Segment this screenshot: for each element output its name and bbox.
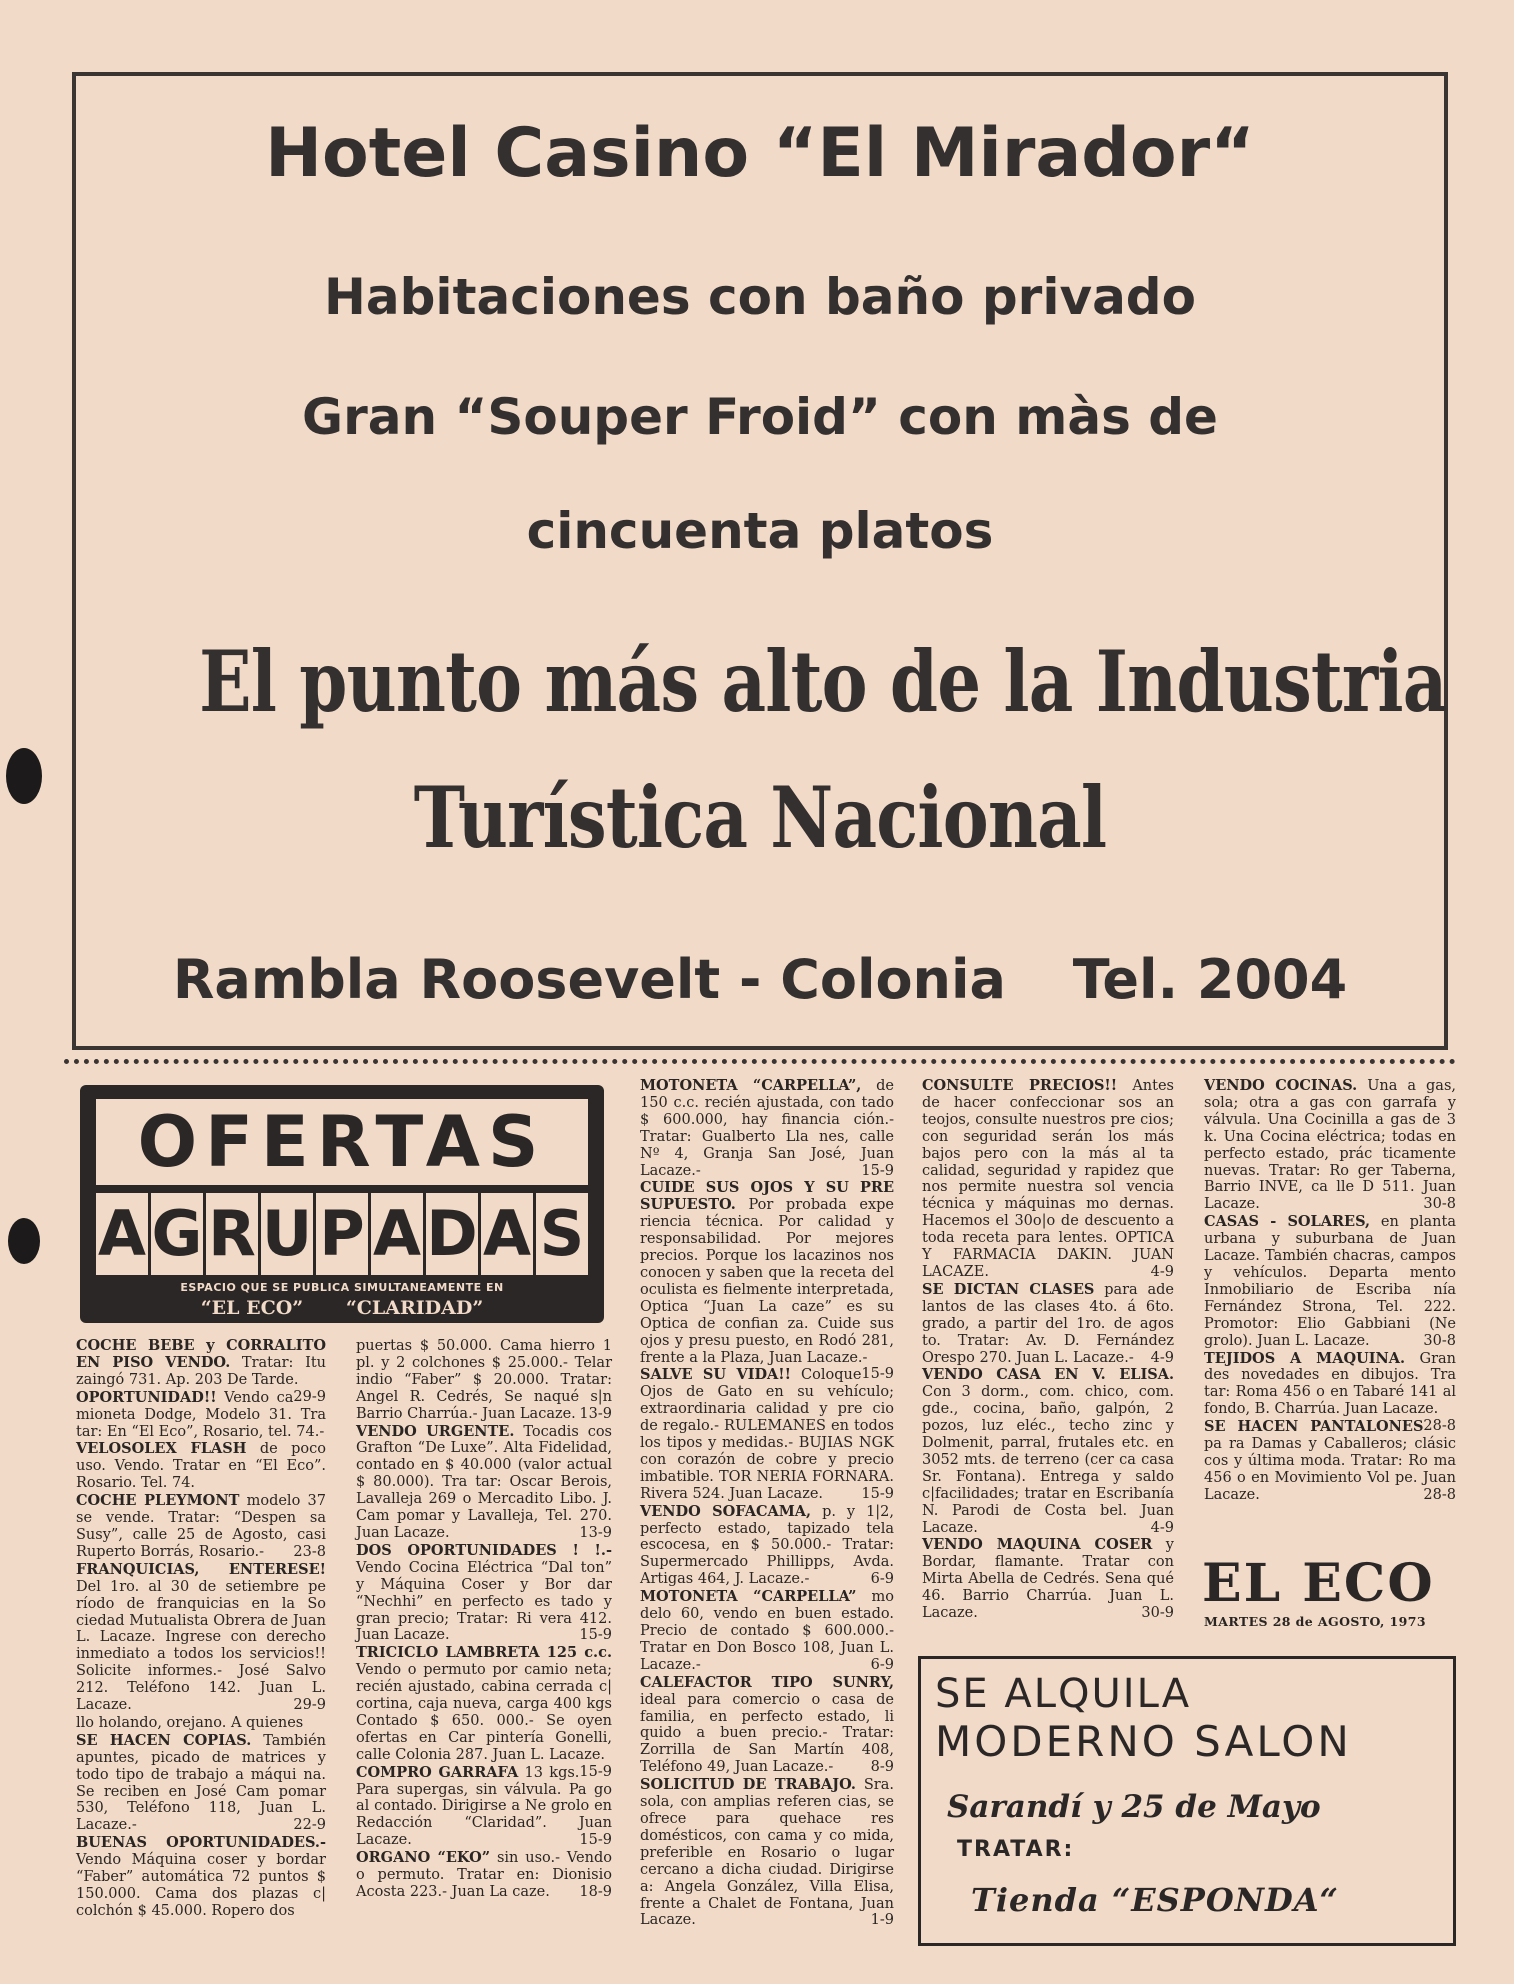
classified-text: puertas $ 50.000. Cama hierro 1 pl. y 2 colchones $ 25.000.- Telar indio “Faber” $ 20.000. Tratar: Angel R. Cedrés, Se naqué s|n Barrio Charrúa.- Juan Lacaze. — [356, 1338, 612, 1422]
classified-ad — [76, 1733, 326, 1834]
classified-ad — [76, 1390, 326, 1441]
classified-heading: MOTONETA “CARPELLA” — [640, 1588, 857, 1606]
classified-code: 4-9 — [1150, 1519, 1174, 1536]
classified-heading: BUENAS OPORTUNIDADES.- — [76, 1834, 326, 1852]
issue-date: MARTES 28 de AGOSTO, 1973 — [1204, 1614, 1426, 1629]
ofertas-heading: OFERTAS — [96, 1099, 588, 1185]
newspaper-masthead: EL ECO — [1202, 1553, 1435, 1614]
classified-heading: CALEFACTOR TIPO SUNRY, — [640, 1673, 894, 1691]
ad-line-rooms: Habitaciones con baño privado — [324, 268, 1196, 326]
classified-ad — [356, 1543, 612, 1644]
classified-code: 28-8 — [1423, 1486, 1456, 1503]
classified-text: y Bordar, flamante. Tratar con Mirta Abella de Cedrés. Sena qué 46. Barrio Charrúa. Juan L. Lacaze. — [922, 1537, 1174, 1622]
classified-heading: COCHE PLEYMONT — [76, 1492, 240, 1510]
classified-text: Tratar: Itu zaingó 731. Ap. 203 De Tarde. — [76, 1354, 326, 1388]
ofertas-papers — [80, 1297, 604, 1319]
paper-el-eco: “EL ECO” — [200, 1297, 304, 1319]
classified-ad — [76, 1835, 326, 1920]
classified-code: 13-9 — [579, 1524, 612, 1541]
classified-ad — [640, 1777, 894, 1929]
classifieds-column-3 — [640, 1078, 894, 1930]
ofertas-agrupadas-logo — [80, 1085, 604, 1323]
classified-code: 1-9 — [870, 1912, 894, 1929]
classified-text: Gran des novedades en dibujos. Tra tar: Roma 456 o en Tabaré 141 al fondo, B. Charrúa. Juan Lacaze. — [1204, 1350, 1457, 1418]
classified-ad — [922, 1078, 1174, 1281]
classified-ad — [356, 1338, 612, 1423]
classified-text: llo holando, orejano. A quienes — [76, 1714, 304, 1731]
classified-code: 29-9 — [293, 1388, 326, 1405]
classified-code: 22-9 — [293, 1817, 326, 1834]
classified-heading: OPORTUNIDAD!! — [76, 1388, 217, 1406]
ofertas-note: ESPACIO QUE SE PUBLICA SIMULTANEAMENTE EN — [180, 1281, 504, 1294]
classified-code: 6-9 — [870, 1656, 894, 1673]
classifieds-column-5 — [1204, 1078, 1456, 1505]
classified-heading: DOS OPORTUNIDADES ! !.- — [356, 1541, 612, 1559]
classified-heading: CASAS - SOLARES, — [1204, 1213, 1371, 1231]
classified-ad — [922, 1537, 1174, 1622]
classified-heading: SE HACEN PANTALONES — [1204, 1418, 1424, 1436]
ad-contact — [76, 948, 1444, 1011]
classified-heading: VENDO MAQUINA COSER — [922, 1536, 1153, 1554]
classified-text: Vendo Cocina Eléctrica “Dal ton” y Máquina Coser y Bor dar “Nechhi” en perfecto es tado y gran precio; Tratar: Ri vera 412. Juan Lacaze. — [356, 1559, 612, 1644]
classified-heading: SOLICITUD DE TRABAJO. — [640, 1776, 856, 1794]
classified-code: 4-9 — [1150, 1263, 1174, 1280]
classified-text: pa ra Damas y Caballeros; clásic cos y última moda. Tratar: Ro ma 456 o en Movimiento Vol pe. Juan Lacaze. — [1204, 1436, 1456, 1503]
classified-text: Antes de hacer confeccionar sos an teojos, consulte nuestros pre cios; con seguridad serán los más bajos pero con la más al ta calidad, seguridad y rapidez que nos permite nuestra sol vencia técnica y máquinas mo dernas. Hacemos el 30o|o de descuento a toda receta para lentes. OPTICA Y FARMACIA DAKIN. JUAN LACAZE. — [922, 1078, 1174, 1280]
classified-code: 13-9 — [579, 1405, 612, 1422]
classified-code: 30-9 — [1141, 1605, 1174, 1622]
classified-text: Tocadis cos Grafton “De Luxe”. Alta Fidelidad, contado en $ 40.000 (valor actual $ 80.000). Tra tar: Oscar Berois, Lavalleja 269 o Mercadito Libo. J. Cam pomar y Lavalleja, Tel. 270. Juan Lacaze. — [356, 1423, 612, 1541]
classified-heading: COMPRO GARRAFA — [356, 1763, 519, 1781]
classified-heading: VENDO SOFACAMA, — [640, 1502, 812, 1520]
classified-text: Por probada expe riencia técnica. Por calidad y responsabilidad. Por mejores precios. Porque los lacazinos nos conocen y saben que la receta del oculista es fielmente interpretada, Optica “Juan La caze” es su Optica de confian za. Cuide sus ojos y presu puesto, en Rodó 281, frente a la Plaza, Juan Lacaze.- — [640, 1197, 894, 1366]
classified-ad — [922, 1282, 1174, 1367]
classified-text: Con 3 dorm., com. chico, com. gde., cocina, baño, galpón, 2 pozos, luz eléc., techo zinc y Dolmenit, parral, frutales etc. en 3052 mts. de terreno (cer ca casa Sr. Fontana). Entrega y saldo c|facilidades; tratar en Escribanía N. Parodi de Costa bel. Juan Lacaze. — [922, 1384, 1174, 1536]
classified-text: de 150 c.c. recién ajustada, con tado $ 600.000, hay financia ción.- Tratar: Gualberto Lla nes, calle Nº 4, Granja San José, Juan Lacaze.- — [640, 1078, 894, 1179]
alquila-line2: MODERNO SALON — [935, 1717, 1352, 1766]
ad-line-souper: Gran “Souper Froid” con màs de — [302, 388, 1218, 446]
classified-heading: CUIDE SUS OJOS Y SU PRE SUPUESTO. — [640, 1179, 894, 1214]
classified-ad — [922, 1367, 1174, 1536]
classified-code: 29-9 — [293, 1697, 326, 1714]
classified-ad — [640, 1675, 894, 1776]
classifieds-column-1 — [76, 1338, 326, 1921]
ad-address: Rambla Roosevelt - Colonia — [172, 948, 1006, 1011]
classified-ad — [356, 1850, 612, 1901]
classified-heading: SE HACEN COPIAS. — [76, 1731, 252, 1749]
ad-title: Hotel Casino “El Mirador“ — [265, 114, 1255, 193]
classified-code: 28-8 — [1423, 1418, 1456, 1435]
classified-heading: SE DICTAN CLASES — [922, 1280, 1095, 1298]
ad-line-platos: cincuenta platos — [526, 502, 994, 560]
classified-text: 13 kgs. Para supergas, sin válvula. Pa go al contado. Dirigirse a Ne grolo en Redacción “Claridad”. Juan Lacaze. — [356, 1764, 612, 1849]
classified-text: Una a gas, sola; otra a gas con garrafa y válvula. Una Cocinilla a gas de 3 k. Una Cocina eléctrica; todas en perfecto estado, prác ticamente nuevas. Tratar: Ro ger Taberna, Barrio INVE, ca lle D 511. Juan Lacaze. — [1204, 1078, 1457, 1213]
classified-code: 15-9 — [579, 1763, 612, 1780]
classified-text: de poco uso. Vendo. Tratar en “El Eco”. Rosario. Tel. 74. — [76, 1441, 326, 1492]
classified-code: 30-8 — [1423, 1332, 1456, 1349]
classified-code: 15-9 — [861, 1485, 894, 1502]
classified-heading: FRANQUICIAS, ENTERESE! — [76, 1560, 326, 1578]
classified-ad — [640, 1078, 894, 1179]
classified-heading: COCHE BEBE y CORRALITO EN PISO VENDO. — [76, 1337, 326, 1371]
classified-heading: TRICICLO LAMBRETA 125 c.c. — [356, 1644, 612, 1662]
se-alquila-advertisement — [918, 1656, 1456, 1946]
classified-code: 6-9 — [870, 1571, 894, 1588]
paper-claridad: “CLARIDAD” — [345, 1297, 484, 1319]
letter-tile: G — [151, 1193, 203, 1275]
classified-code: 15-9 — [579, 1832, 612, 1849]
letter-tile: P — [316, 1193, 368, 1275]
classified-ad — [76, 1715, 326, 1732]
classified-heading: MOTONETA “CARPELLA”, — [640, 1077, 862, 1094]
binder-hole — [8, 1218, 40, 1264]
classified-code: 23-8 — [293, 1543, 326, 1560]
classified-text: ideal para comercio o casa de familia, en perfecto estado, li quido a buen precio.- Tratar: Zorrilla de San Martín 408, Teléfono 49, Juan Lacaze.- — [640, 1691, 894, 1776]
classified-ad — [356, 1424, 612, 1542]
classified-heading: VENDO CASA EN V. ELISA. — [922, 1366, 1174, 1384]
classified-code: 30-8 — [1423, 1196, 1456, 1213]
classified-ad — [640, 1367, 894, 1502]
classified-code: 8-9 — [870, 1759, 894, 1776]
classified-ad — [1204, 1078, 1456, 1213]
letter-tile: A — [96, 1193, 148, 1275]
classified-text: para ade lantos de las clases 4to. á 6to. grado, a partir del 1ro. de agos to. Tratar: Av. D. Fernández Orespo 270. Juan L. Lacaze.- — [922, 1281, 1175, 1366]
agrupadas-heading — [96, 1193, 588, 1275]
alquila-address: Sarandí y 25 de Mayo — [947, 1789, 1321, 1825]
classified-text: p. y 1|2, perfecto estado, tapizado tela escocesa, en $ 50.000.- Tratar: Supermercado Phillipps, Avda. Artigas 464, J. Lacaze.- — [640, 1503, 895, 1588]
ad-phone: Tel. 2004 — [1072, 948, 1348, 1011]
classified-code: 15-9 — [861, 1366, 894, 1383]
classified-ad — [640, 1504, 894, 1589]
classified-heading: VENDO COCINAS. — [1204, 1077, 1358, 1094]
letter-tile: U — [261, 1193, 313, 1275]
classified-heading: CONSULTE PRECIOS!! — [922, 1077, 1118, 1094]
binder-hole — [6, 748, 42, 804]
classified-heading: VENDO URGENTE. — [356, 1422, 515, 1440]
alquila-line1: SE ALQUILA — [935, 1671, 1192, 1717]
classified-code: 15-9 — [579, 1627, 612, 1644]
classified-heading: SALVE SU VIDA!! — [640, 1366, 792, 1384]
classified-ad — [1204, 1214, 1456, 1349]
classified-text: mo delo 60, vendo en buen estado. Precio de contado $ 600.000.- Tratar en Don Bosco 108, Juan L. Lacaze.- — [640, 1589, 894, 1673]
classified-text: Vendo ca mioneta Dodge, Modelo 31. Tra tar: En “El Eco”, Rosario, tel. 74.- — [76, 1389, 326, 1440]
classified-ad — [76, 1441, 326, 1492]
ad-slogan-line2: Turística Nacional — [413, 768, 1107, 867]
classified-code: 18-9 — [579, 1884, 612, 1900]
classified-ad — [76, 1493, 326, 1561]
letter-tile: S — [536, 1193, 588, 1275]
hotel-advertisement — [72, 72, 1448, 1050]
classified-code: 4-9 — [1150, 1349, 1174, 1366]
classified-text: Sra. sola, con amplias referen cias, se ofrece para quehace res domésticos, con cama y co mida, preferible en Rosario o lugar cercano a dicha ciudad. Dirigirse a: Angela González, Villa Elisa, frente a Chalet de Fontana, Juan Lacaze. — [640, 1777, 894, 1929]
letter-tile: A — [371, 1193, 423, 1275]
classified-heading: ORGANO “EKO” — [356, 1849, 491, 1867]
letter-tile: D — [426, 1193, 478, 1275]
letter-tile: A — [481, 1193, 533, 1275]
classified-text: sin uso.- Vendo o permuto. Tratar en: Dionisio Acosta 223.- Juan La caze. — [356, 1850, 612, 1900]
ad-slogan-line1: El punto más alto de la Industria — [199, 632, 1447, 731]
classified-text: Coloque Ojos de Gato en su vehículo; extraordinaria calidad y pre cio de regalo.- RULEMANES en todos los tipos y medidas.- BUJIAS NGK con corazón de cobre y precio imbatible. TOR NERIA FORNARA. Rivera 524. Juan Lacaze. — [640, 1367, 894, 1502]
letter-tile: R — [206, 1193, 258, 1275]
classified-text: Del 1ro. al 30 de setiembre pe ríodo de franquicias en la So ciedad Mutualista Obrera de Juan L. Lacaze. Ingrese con derecho inmediato a todos los servicios!! Solicite informes.- José Salvo 212. Teléfono 142. Juan L. Lacaze. — [76, 1578, 326, 1714]
classified-ad — [356, 1765, 612, 1850]
classifieds-column-4 — [922, 1078, 1174, 1623]
classified-ad — [640, 1589, 894, 1674]
classified-ad — [76, 1562, 326, 1714]
classified-text: Vendo Máquina coser y bordar “Faber” automática 72 puntos $ 150.000. Cama dos plazas c| colchón $ 45.000. Ropero dos — [76, 1852, 326, 1919]
classified-heading: VELOSOLEX FLASH — [76, 1440, 247, 1458]
classified-text: modelo 37 se vende. Tratar: “Despen sa Susy”, calle 25 de Agosto, casi Ruperto Borrás, Rosario.- — [76, 1493, 326, 1560]
alquila-tienda: Tienda “ESPONDA“ — [971, 1881, 1339, 1919]
classified-text: Vendo o permuto por camio neta; recién ajustado, cabina cerrada c| cortina, caja nueva, carga 400 kgs Contado $ 650. 000.- Se oyen ofertas en Car pintería Gonelli, calle Colonia 287. Juan L. Lacaze. — [356, 1662, 612, 1763]
classifieds-column-2 — [356, 1338, 612, 1902]
classified-text: en planta urbana y suburbana de Juan Lacaze. También chacras, campos y vehículos. Departa mento Inmobiliario de Escriba nía Fernández Strona, Tel. 222. Promotor: Elio Gabbiani (Ne grolo). Juan L. Lacaze. — [1204, 1214, 1456, 1349]
classified-text: También apuntes, picado de matrices y todo tipo de trabajo a máqui na. Se reciben en José Cam pomar 530, Teléfono 118, Juan L. Lacaze.- — [76, 1732, 326, 1834]
classified-ad — [1204, 1419, 1456, 1504]
alquila-tratar: TRATAR: — [957, 1837, 1075, 1862]
classified-heading: TEJIDOS A MAQUINA. — [1204, 1349, 1406, 1367]
classified-code: 15-9 — [861, 1162, 894, 1179]
